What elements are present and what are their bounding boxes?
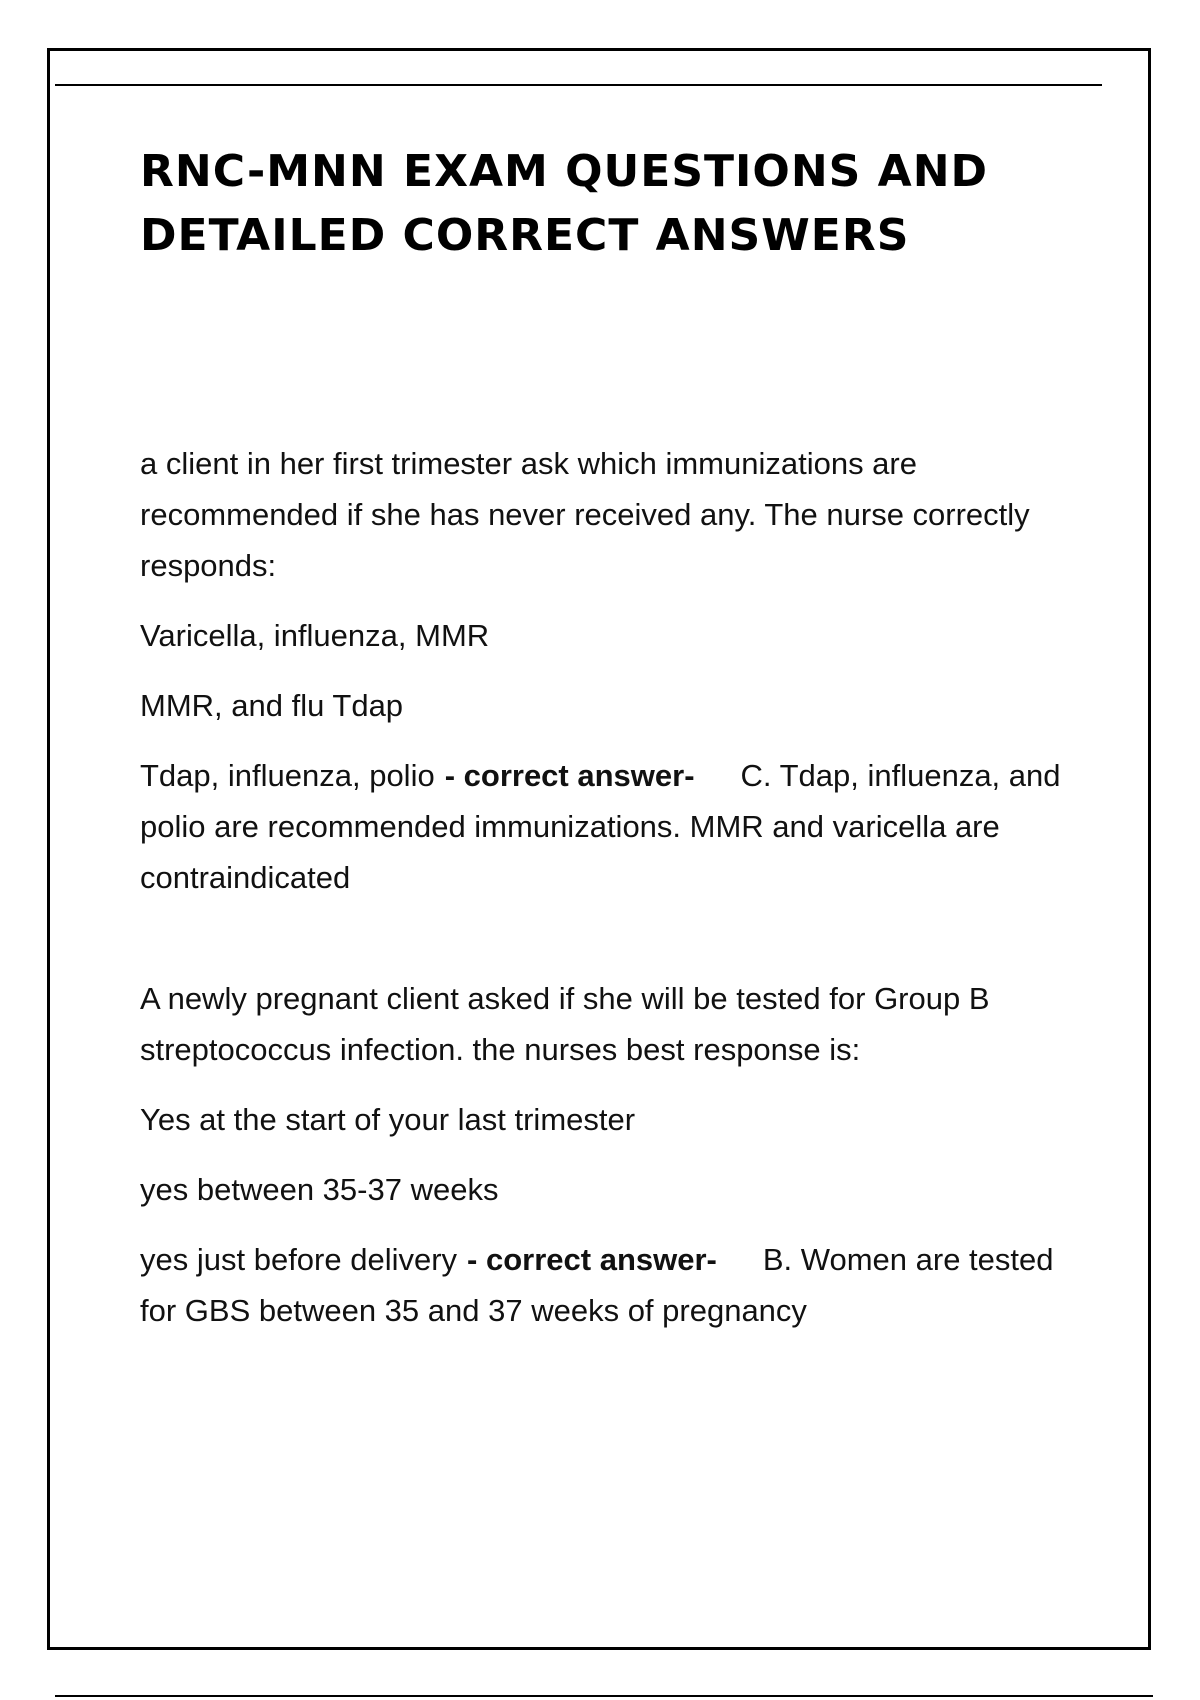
footer-divider xyxy=(55,1695,1153,1697)
question-text: a client in her first trimester ask which immunizations are recommended if she has never received any. The nurse correctly responds: xyxy=(140,446,1030,583)
correct-answer-marker: - correct answer- xyxy=(444,758,695,793)
answer-option: yes just before delivery xyxy=(140,1242,458,1277)
question-block-2 xyxy=(140,973,1070,1336)
question-block-1 xyxy=(140,438,1070,903)
answer-option-with-explanation xyxy=(140,1234,1070,1336)
header-divider xyxy=(55,84,1102,86)
answer-option: Yes at the start of your last trimester xyxy=(140,1102,636,1137)
answer-explanation: C. Tdap, influenza, and polio are recommended immunizations. MMR and varicella are contraindicated xyxy=(140,758,1061,895)
document-title xyxy=(140,140,1070,268)
answer-option: Tdap, influenza, polio xyxy=(140,758,435,793)
title-line-2: DETAILED CORRECT ANSWERS xyxy=(140,210,910,261)
answer-option: yes between 35-37 weeks xyxy=(140,1172,499,1207)
title-line-1: RNC-MNN EXAM QUESTIONS AND xyxy=(140,146,989,197)
document-body xyxy=(140,140,1070,1355)
answer-explanation: B. Women are tested for GBS between 35 and 37 weeks of pregnancy xyxy=(140,1242,1054,1328)
answer-option: Varicella, influenza, MMR xyxy=(140,618,490,653)
correct-answer-marker: - correct answer- xyxy=(467,1242,717,1277)
question-text: A newly pregnant client asked if she will be tested for Group B streptococcus infection. the nurses best response is: xyxy=(140,981,990,1067)
answer-option: MMR, and flu Tdap xyxy=(140,688,404,723)
answer-option-with-explanation xyxy=(140,750,1070,903)
